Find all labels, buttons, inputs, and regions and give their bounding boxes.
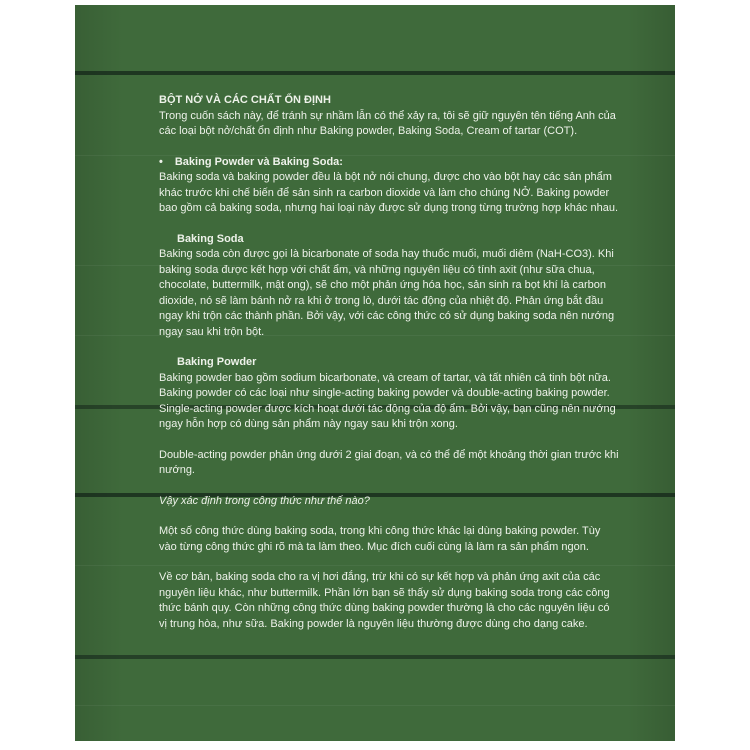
bullet-heading: [159, 155, 619, 171]
question-line: Vậy xác định trong công thức như thế nào?: [159, 494, 370, 507]
article-body: [159, 93, 619, 632]
paragraph-double-acting: Double-acting powder phản ứng dưới 2 giai đoạn, và có thể để một khoảng thời gian trước khi nướng.: [159, 448, 619, 476]
subheading-baking-soda: Baking Soda: [177, 232, 244, 245]
paragraph-baking-powder: Baking powder bao gồm sodium bicarbonate, và cream of tartar, và tất nhiên cả tinh bột nữa. Baking powder có các loại như single-acting baking powder và double-acting baking powder. Single-acting powder được kích hoạt dưới tác động của độ ẩm. Bởi vậy, bạn cũng nên nướng ngay hỗn hợp có dùng sản phẩm này ngay sau khi trộn xong.: [159, 371, 616, 430]
paragraph-baking-soda: Baking soda còn được gọi là bicarbonate of soda hay thuốc muối, muối diêm (NaH-CO3). Khi baking soda được kết hợp với chất ẩm, và những nguyên liệu có tính axit (như sữa chua, chocolate, buttermilk, mật ong), sẽ cho một phản ứng hóa học, sản sinh ra bọt khí là carbon dioxide, nó sẽ làm bánh nở ra khi ở trong lò, dưới tác động của nhiệt độ. Phản ứng bắt đầu ngay khi trộn các thành phần. Bởi vậy, với các công thức có sử dụng baking soda nên nướng ngay sau khi trộn bột.: [159, 248, 615, 338]
plank-divider: [75, 71, 675, 75]
section-heading: BỘT NỞ VÀ CÁC CHẤT ỔN ĐỊNH: [159, 94, 331, 106]
wood-grain: [75, 705, 675, 706]
intro-paragraph: Trong cuốn sách này, để tránh sự nhầm lẫn có thể xảy ra, tôi sẽ giữ nguyên tên tiếng Anh của các loại bột nở/chất ổn định như Baking powder, Baking Soda, Cream of tartar (COT).: [159, 109, 616, 137]
paragraph-comparison: Baking soda và baking powder đều là bột nở nói chung, được cho vào bột hay các sản phẩm khác trước khi chế biến để sản sinh ra carbon dioxide và làm cho chúng NỞ. Baking powder bao gồm cả baking soda, nhưng hai loại này được sử dụng trong từng trường hợp khác nhau.: [159, 171, 619, 214]
bullet-symbol: •: [159, 155, 163, 168]
plank-divider: [75, 655, 675, 659]
subheading-baking-powder: Baking Powder: [177, 356, 257, 368]
paragraph-answer-1: Một số công thức dùng baking soda, trong khi công thức khác lại dùng baking powder. Tùy vào từng công thức ghi rõ mà ta làm theo. Mục đích cuối cùng là làm ra sản phẩm ngon.: [159, 525, 601, 553]
paragraph-answer-2: Về cơ bản, baking soda cho ra vị hơi đắng, trừ khi có sự kết hợp và phản ứng axit của các nguyên liệu khác, như buttermilk. Phần lớn bạn sẽ thấy sử dụng baking soda trong các công thức bánh quy. Còn những công thức dùng baking powder thường là cho các nguyên liệu có vị trung hòa, như sữa. Baking powder là nguyên liệu thường được dùng cho dạng cake.: [159, 571, 610, 630]
bullet-title: Baking Powder và Baking Soda:: [174, 155, 343, 168]
green-wood-page: [75, 5, 675, 741]
